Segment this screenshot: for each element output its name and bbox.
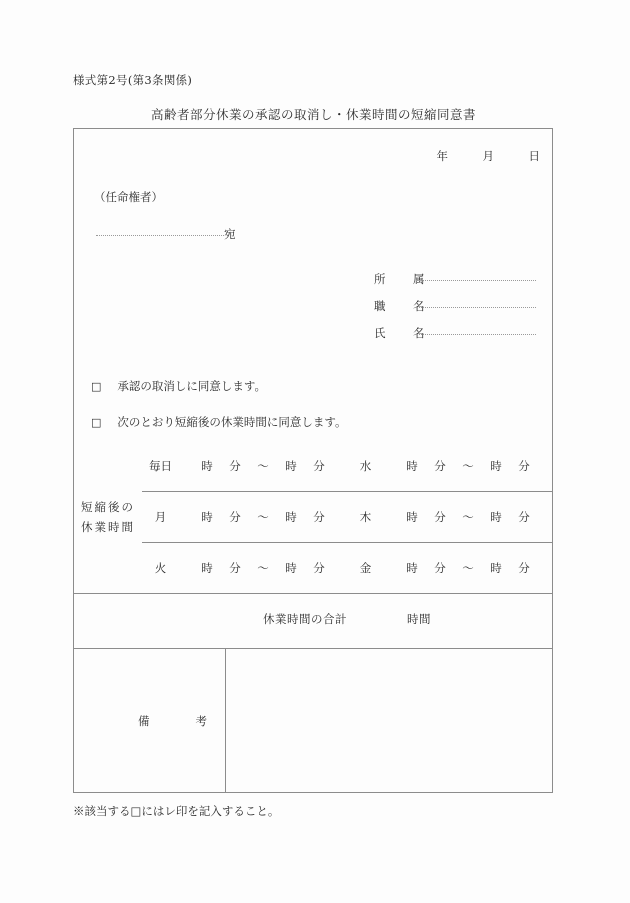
date-line: 年 月 日 — [436, 149, 540, 163]
consent-option-cancellation-label: 承認の取消しに同意します。 — [117, 379, 266, 393]
time-cell-friday[interactable] — [384, 543, 552, 594]
total-hours-label: 休業時間の合計 時間 — [263, 612, 431, 626]
time-hour: 時 — [406, 561, 418, 575]
time-hour-end: 時 — [285, 459, 297, 473]
affiliation-row[interactable] — [374, 271, 536, 287]
time-cell-thursday[interactable] — [384, 492, 552, 543]
schedule-row-label-line1: 短縮後の — [81, 499, 135, 514]
addressee-field[interactable] — [96, 226, 236, 242]
schedule-row-label — [74, 441, 142, 594]
consent-option-shortening-label: 次のとおり短縮後の休業時間に同意します。 — [117, 415, 347, 429]
total-hours-cell[interactable] — [142, 594, 552, 645]
checkbox-icon[interactable]: □ — [91, 416, 102, 429]
schedule-table — [74, 441, 552, 644]
total-row-spacer — [74, 594, 142, 645]
job-title-row[interactable] — [374, 298, 536, 314]
name-dotted-line — [416, 334, 536, 335]
remarks-section — [74, 648, 552, 793]
checkbox-icon[interactable]: □ — [91, 380, 102, 393]
time-cell-everyday[interactable] — [179, 441, 347, 492]
time-hour-end: 時 — [490, 561, 502, 575]
form-frame — [73, 128, 553, 793]
time-hour: 時 — [201, 459, 213, 473]
consent-option-shortening[interactable] — [91, 414, 346, 430]
time-minute: 分 — [434, 510, 446, 524]
table-row — [74, 543, 552, 594]
time-minute: 分 — [229, 510, 241, 524]
time-minute-end: 分 — [313, 561, 325, 575]
appointer-label: （任命権者） — [94, 190, 163, 204]
day-cell-monday: 月 — [142, 492, 179, 543]
name-row[interactable] — [374, 325, 536, 341]
table-row — [74, 441, 552, 492]
time-hour-end: 時 — [285, 510, 297, 524]
time-hour: 時 — [201, 561, 213, 575]
time-minute-end: 分 — [313, 459, 325, 473]
time-hour-end: 時 — [490, 510, 502, 524]
job-title-label: 職 名 — [374, 299, 433, 313]
day-cell-thursday: 木 — [347, 492, 384, 543]
time-hour-end: 時 — [285, 561, 297, 575]
footnote: ※該当する□にはレ印を記入すること。 — [73, 804, 280, 818]
time-tilde: ～ — [462, 459, 474, 473]
time-minute: 分 — [229, 459, 241, 473]
time-hour: 時 — [406, 510, 418, 524]
document-title: 高齢者部分休業の承認の取消し・休業時間の短縮同意書 — [150, 107, 476, 122]
table-row — [74, 492, 552, 543]
time-minute-end: 分 — [518, 510, 530, 524]
addressee-dotted-line — [96, 235, 224, 236]
time-tilde: ～ — [462, 561, 474, 575]
affiliation-label: 所 属 — [374, 272, 433, 286]
time-tilde: ～ — [257, 561, 269, 575]
job-title-dotted-line — [416, 307, 536, 308]
time-minute-end: 分 — [518, 561, 530, 575]
consent-option-cancellation[interactable] — [91, 378, 266, 394]
day-cell-wednesday: 水 — [359, 459, 372, 473]
time-tilde: ～ — [257, 459, 269, 473]
time-cell-monday[interactable] — [179, 492, 347, 543]
table-row — [74, 594, 552, 645]
time-minute-end: 分 — [313, 510, 325, 524]
time-minute: 分 — [229, 561, 241, 575]
time-tilde: ～ — [257, 510, 269, 524]
time-minute: 分 — [434, 561, 446, 575]
remarks-input[interactable] — [226, 649, 552, 793]
addressee-suffix: 宛 — [224, 227, 236, 241]
time-minute: 分 — [434, 459, 446, 473]
day-cell-tuesday: 火 — [142, 543, 179, 594]
time-hour: 時 — [406, 459, 418, 473]
affiliation-dotted-line — [416, 280, 536, 281]
name-label: 氏 名 — [374, 326, 433, 340]
day-cell-everyday: 毎日 — [149, 459, 172, 473]
time-minute-end: 分 — [518, 459, 530, 473]
remarks-label-char1: 備 — [138, 714, 196, 728]
time-tilde: ～ — [462, 510, 474, 524]
remarks-label-char2: 考 — [195, 714, 207, 728]
time-hour: 時 — [201, 510, 213, 524]
time-hour-end: 時 — [490, 459, 502, 473]
time-cell-tuesday[interactable] — [179, 543, 347, 594]
form-number: 様式第2号(第3条関係) — [73, 73, 193, 87]
time-cell-wednesday[interactable] — [384, 441, 552, 492]
day-cell-friday: 金 — [347, 543, 384, 594]
remarks-label — [74, 649, 226, 793]
signature-block — [374, 271, 536, 352]
schedule-row-label-line2: 休業時間 — [81, 520, 135, 534]
